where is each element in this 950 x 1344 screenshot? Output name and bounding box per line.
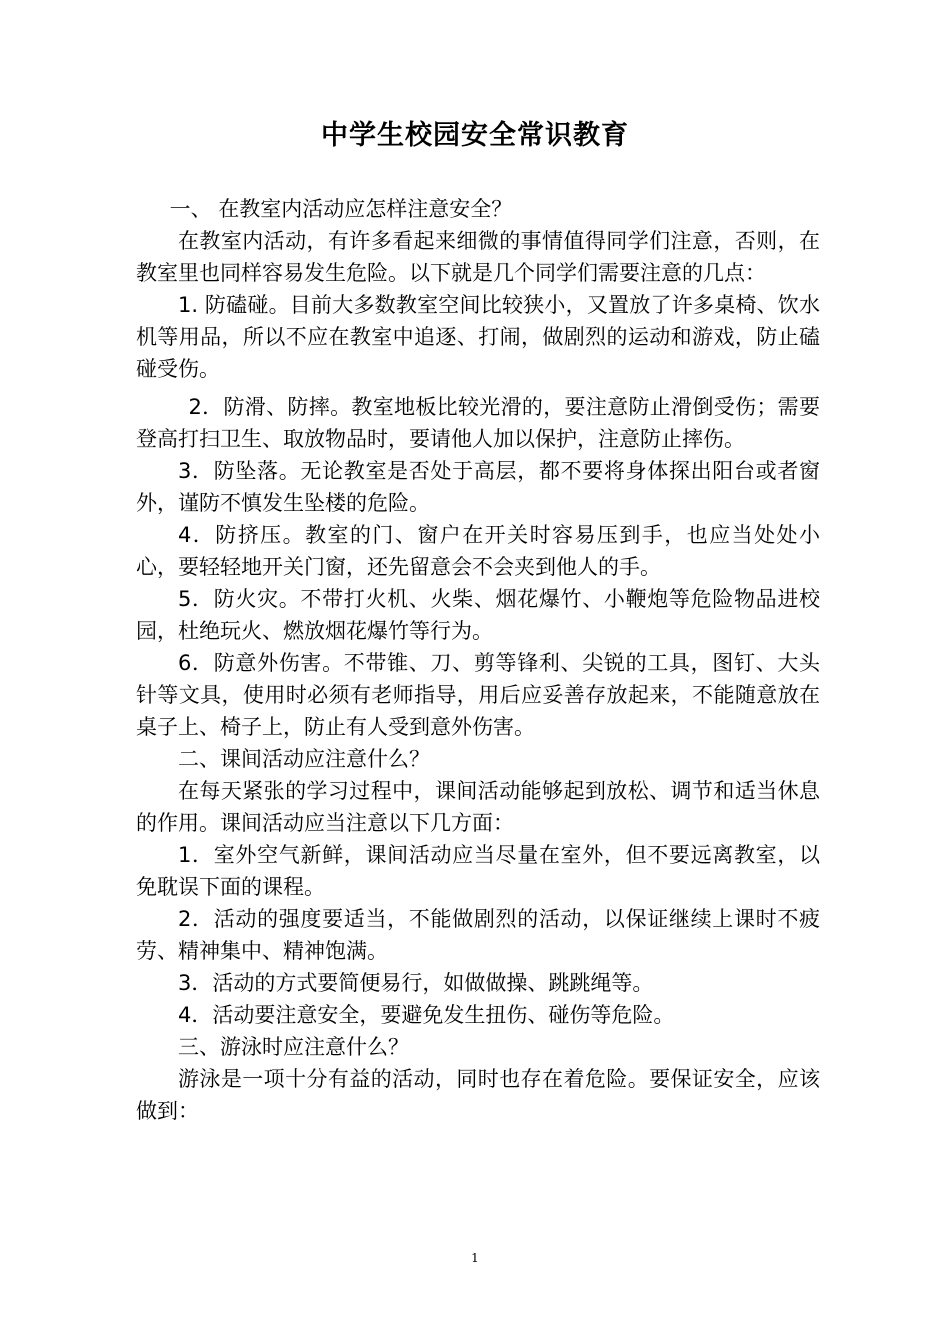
- body-paragraph: 在每天紧张的学习过程中，课间活动能够起到放松、调节和适当休息的作用。课间活动应当注意以下几方面：: [136, 779, 820, 835]
- list-item-1: 1．室外空气新鲜，课间活动应当尽量在室外，但不要远离教室，以免耽误下面的课程。: [136, 843, 820, 899]
- list-item-3: 3．防坠落。无论教室是否处于高层，都不要将身体探出阳台或者窗外，谨防不慎发生坠楼的危险。: [136, 459, 820, 515]
- list-item-1: 1. 防磕碰。目前大多数教室空间比较狭小，又置放了许多桌椅、饮水机等用品，所以不应在教室中追逐、打闹，做剧烈的运动和游戏，防止磕碰受伤。: [136, 293, 820, 381]
- list-item-6: 6．防意外伤害。不带锥、刀、剪等锋利、尖锐的工具，图钉、大头针等文具，使用时必须有老师指导，用后应妥善存放起来，不能随意放在桌子上、椅子上，防止有人受到意外伤害。: [136, 651, 820, 739]
- document-title: 中学生校园安全常识教育: [321, 120, 629, 151]
- section-heading-1: 一、 在教室内活动应怎样注意安全？: [169, 197, 513, 221]
- page-number: 1: [471, 1251, 479, 1265]
- list-item-2: 2．防滑、防摔。教室地板比较光滑的，要注意防止滑倒受伤；需要登高打扫卫生、取放物品时，要请他人加以保护，注意防止摔伤。: [136, 395, 820, 451]
- document-body: [136, 193, 820, 1127]
- body-paragraph: 游泳是一项十分有益的活动，同时也存在着危险。要保证安全，应该做到：: [136, 1067, 820, 1123]
- list-item-5: 5．防火灾。不带打火机、火柴、烟花爆竹、小鞭炮等危险物品进校园，杜绝玩火、燃放烟花爆竹等行为。: [136, 587, 820, 643]
- section-heading-2: 二、课间活动应注意什么？: [178, 747, 430, 771]
- list-item-3: 3．活动的方式要简便易行，如做做操、跳跳绳等。: [178, 971, 654, 995]
- list-item-4: 4．防挤压。教室的门、窗户在开关时容易压到手，也应当处处小心，要轻轻地开关门窗，还先留意会不会夹到他人的手。: [136, 523, 820, 579]
- body-paragraph: 在教室内活动，有许多看起来细微的事情值得同学们注意，否则，在教室里也同样容易发生危险。以下就是几个同学们需要注意的几点：: [136, 229, 820, 285]
- list-item-4: 4．活动要注意安全，要避免发生扭伤、碰伤等危险。: [178, 1003, 675, 1027]
- section-heading-3: 三、游泳时应注意什么？: [178, 1035, 409, 1059]
- list-item-2: 2．活动的强度要适当，不能做剧烈的活动，以保证继续上课时不疲劳、精神集中、精神饱满。: [136, 907, 820, 963]
